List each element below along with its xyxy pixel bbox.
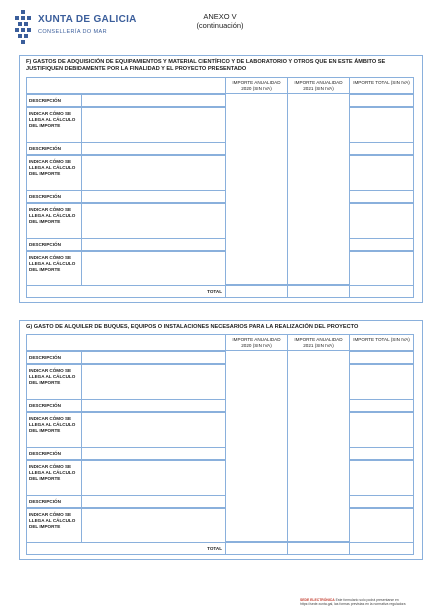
total-amount-field[interactable] [349, 447, 414, 460]
total-amount-field[interactable] [349, 238, 414, 251]
calc-label-cell [26, 203, 82, 239]
total-amount-field[interactable] [349, 155, 414, 191]
col-header-2021 [287, 77, 350, 94]
calc-label-cell [26, 155, 82, 191]
footer-text: Este formulario solo podrá presentarse en https://sede.xunta.gal, las formas previstas en la normativa reguladora [300, 598, 406, 607]
section-f [19, 55, 423, 303]
description-label: DESCRIPCIÓN [29, 451, 61, 456]
annex-line2: (continuación) [196, 21, 244, 30]
calc-field[interactable] [81, 364, 226, 400]
total-label-cell [26, 285, 226, 298]
org-dept: CONSELLERÍA DO MAR [38, 29, 107, 35]
total-amount-field[interactable] [349, 142, 414, 155]
calc-label: INDICAR CÓMO SE LLEGA AL CÁLCULO DEL IMPORTE [29, 368, 76, 385]
description-label-cell [26, 94, 82, 107]
col-header-label: IMPORTE TOTAL (SIN IVA) [353, 337, 410, 342]
amount-2020-column[interactable] [225, 93, 288, 285]
description-field[interactable] [81, 447, 226, 460]
calc-field[interactable] [81, 508, 226, 543]
description-label: DESCRIPCIÓN [29, 98, 61, 103]
calc-field[interactable] [81, 107, 226, 143]
xunta-logo-icon [14, 10, 32, 44]
description-label-cell [26, 351, 82, 364]
description-label-cell [26, 238, 82, 251]
description-field[interactable] [81, 351, 226, 364]
description-label-cell [26, 142, 82, 155]
amount-2021-column[interactable] [287, 93, 350, 285]
calc-label: INDICAR CÓMO SE LLEGA AL CÁLCULO DEL IMPORTE [29, 255, 76, 272]
total-2020-field[interactable] [225, 542, 288, 555]
calc-label: INDICAR CÓMO SE LLEGA AL CÁLCULO DEL IMPORTE [29, 512, 76, 529]
description-label-cell [26, 447, 82, 460]
total-amount-field[interactable] [349, 460, 414, 496]
grand-total-field[interactable] [349, 285, 414, 298]
col-header-total [349, 334, 414, 351]
total-amount-field[interactable] [349, 94, 414, 107]
calc-label-cell [26, 412, 82, 448]
calc-label-cell [26, 508, 82, 543]
description-label-cell [26, 495, 82, 508]
calc-label: INDICAR CÓMO SE LLEGA AL CÁLCULO DEL IMPORTE [29, 111, 76, 128]
description-label: DESCRIPCIÓN [29, 499, 61, 504]
section-title: G) GASTO DE ALQUILER DE BUQUES, EQUIPOS O INSTALACIONES NECESARIOS PARA LA REALIZACIÓN DEL PROYECTO [26, 324, 359, 330]
total-label: TOTAL [207, 546, 222, 551]
header-spacer [26, 334, 226, 351]
description-label-cell [26, 399, 82, 412]
description-field[interactable] [81, 142, 226, 155]
col-header-total [349, 77, 414, 94]
description-field[interactable] [81, 399, 226, 412]
total-label-cell [26, 542, 226, 555]
calc-label-cell [26, 460, 82, 496]
col-header-label: IMPORTE ANUALIDAD 2020 (SIN IVA) [232, 337, 281, 348]
description-label: DESCRIPCIÓN [29, 194, 61, 199]
total-amount-field[interactable] [349, 203, 414, 239]
description-field[interactable] [81, 190, 226, 203]
annex-line1: ANEXO V [203, 12, 237, 21]
total-label: TOTAL [207, 289, 222, 294]
header-spacer [26, 77, 226, 94]
total-2021-field[interactable] [287, 285, 350, 298]
total-amount-field[interactable] [349, 190, 414, 203]
amount-2021-column[interactable] [287, 350, 350, 542]
org-name: XUNTA DE GALICIA [38, 14, 137, 25]
total-amount-field[interactable] [349, 364, 414, 400]
calc-label: INDICAR CÓMO SE LLEGA AL CÁLCULO DEL IMPORTE [29, 464, 76, 481]
calc-label-cell [26, 107, 82, 143]
calc-field[interactable] [81, 251, 226, 286]
description-label: DESCRIPCIÓN [29, 355, 61, 360]
calc-field[interactable] [81, 412, 226, 448]
grand-total-field[interactable] [349, 542, 414, 555]
calc-field[interactable] [81, 203, 226, 239]
description-label: DESCRIPCIÓN [29, 146, 61, 151]
calc-label-cell [26, 251, 82, 286]
annex-title [180, 12, 260, 30]
description-label-cell [26, 190, 82, 203]
calc-label: INDICAR CÓMO SE LLEGA AL CÁLCULO DEL IMPORTE [29, 416, 76, 433]
total-amount-field[interactable] [349, 351, 414, 364]
description-label: DESCRIPCIÓN [29, 242, 61, 247]
calc-field[interactable] [81, 460, 226, 496]
amount-2020-column[interactable] [225, 350, 288, 542]
footer-note [300, 598, 432, 606]
col-header-2020 [225, 334, 288, 351]
description-field[interactable] [81, 94, 226, 107]
section-title: F) GASTOS DE ADQUISICIÓN DE EQUIPAMIENTOS Y MATERIAL CIENTÍFICO Y DE LABORATORIO Y OTROS QUE EN ESTE ÁMBITO SE JUSTIFIQUEN DEBIDAMENTE POR LA FINALIDAD Y EL PROYECTO PRESENTADO [26, 59, 386, 73]
col-header-label: IMPORTE ANUALIDAD 2020 (SIN IVA) [232, 80, 281, 91]
col-header-2020 [225, 77, 288, 94]
total-amount-field[interactable] [349, 495, 414, 508]
description-field[interactable] [81, 495, 226, 508]
section-g [19, 320, 423, 560]
total-2020-field[interactable] [225, 285, 288, 298]
calc-field[interactable] [81, 155, 226, 191]
col-header-label: IMPORTE ANUALIDAD 2021 (SIN IVA) [294, 337, 343, 348]
total-amount-field[interactable] [349, 508, 414, 543]
total-amount-field[interactable] [349, 251, 414, 286]
total-2021-field[interactable] [287, 542, 350, 555]
description-field[interactable] [81, 238, 226, 251]
calc-label: INDICAR CÓMO SE LLEGA AL CÁLCULO DEL IMPORTE [29, 159, 76, 176]
description-label: DESCRIPCIÓN [29, 403, 61, 408]
calc-label: INDICAR CÓMO SE LLEGA AL CÁLCULO DEL IMPORTE [29, 207, 76, 224]
total-amount-field[interactable] [349, 107, 414, 143]
footer-tag: SEDE ELECTRÓNICA [300, 598, 335, 602]
col-header-label: IMPORTE TOTAL (SIN IVA) [353, 80, 410, 85]
total-amount-field[interactable] [349, 412, 414, 448]
total-amount-field[interactable] [349, 399, 414, 412]
col-header-2021 [287, 334, 350, 351]
col-header-label: IMPORTE ANUALIDAD 2021 (SIN IVA) [294, 80, 343, 91]
calc-label-cell [26, 364, 82, 400]
